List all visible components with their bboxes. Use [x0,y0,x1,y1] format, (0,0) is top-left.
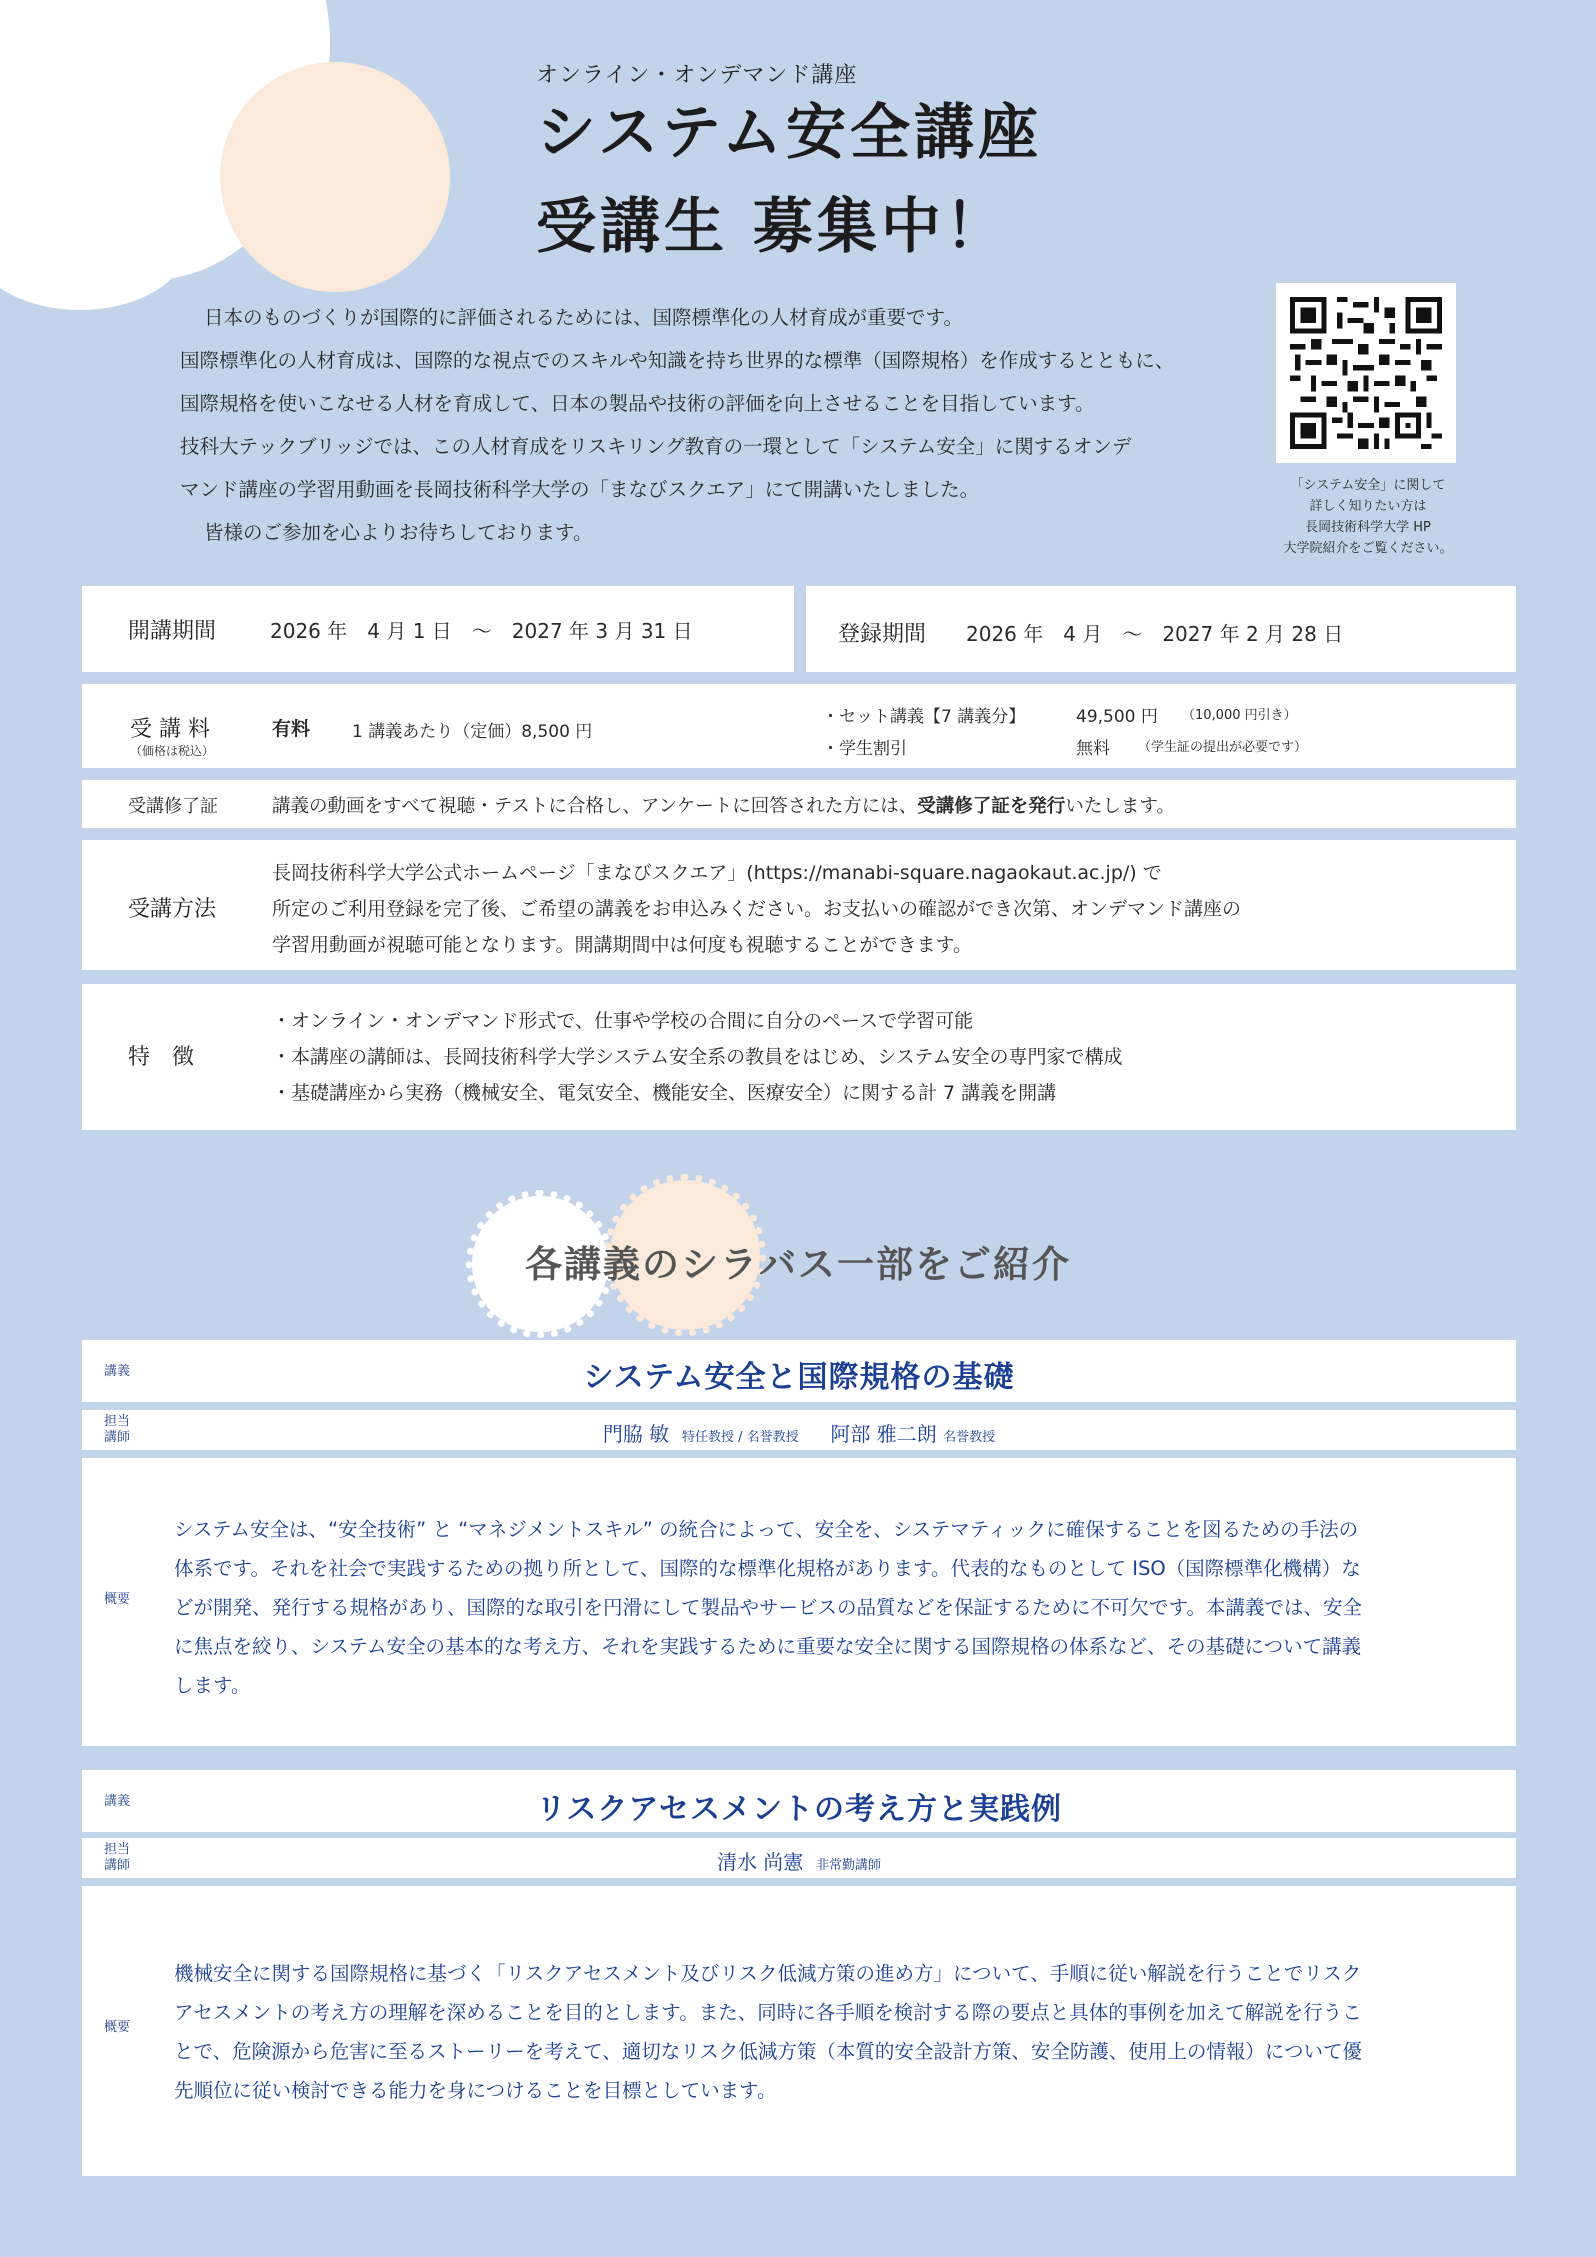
intro-line: 皆様のご参加を心よりお待ちしております。 [204,521,593,544]
lecture-1-summary [174,1510,1486,1705]
certificate-text-a: 講義の動画をすべて視聴・テストに合格し、アンケートに回答された方には、 [272,796,918,817]
fee-set-label: ・セット講義【7 講義分】 [822,707,1026,727]
lecture-2-title: リスクアセスメントの考え方と実践例 [535,1792,1063,1827]
summary-line: システム安全は、“安全技術” と “マネジメントスキル” の統合によって、安全を、システマティックに確保することを図るための手法の [174,1518,1359,1541]
lecture-tag: 講義 [104,1794,131,1809]
syllabus-heading: 各講義のシラバス一部をご紹介 [525,1243,1071,1286]
summary-line: 体系です。それを社会で実践するための拠り所として、国際的な標準化規格があります。代表的なものとして ISO（国際標準化機構）な [174,1557,1361,1580]
header [536,58,1042,265]
period-label: 開講期間 [128,619,217,644]
feature-label: 特 徴 [128,1045,195,1070]
qr-note-line: 詳しく知りたい方は [1309,499,1427,514]
intro-line: 日本のものづくりが国際的に評価されるためには、国際標準化の人材育成が重要です。 [204,306,963,329]
teacher-tag-line: 講師 [104,1430,131,1445]
teacher-tag-line: 講師 [104,1858,131,1873]
lecture-2-title-row [82,1770,1516,1832]
intro-line: 国際規格を使いこなせる人材を育成して、日本の製品や技術の評価を向上させることを目指しています。 [180,392,1095,415]
certificate-text-b: いたします。 [1065,796,1175,817]
teacher-role: 名誉教授 [943,1430,996,1445]
intro-line: マンド講座の学習用動画を長岡技術科学大学の「まなびスクエア」にて開講いたしました。 [180,478,980,501]
decorative-peach-scallop-edge [220,62,450,292]
feature-line: ・本講座の講師は、長岡技術科学大学システム安全系の教員をはじめ、システム安全の専門家で構成 [272,1046,1123,1068]
registration-box [806,586,1516,672]
method-line: 学習用動画が視聴可能となります。開講期間中は何度も視聴することができます。 [272,934,972,956]
method-box [82,840,1516,970]
teacher-name: 清水 尚憲 [716,1850,804,1874]
method-line: 所定のご利用登録を完了後、ご希望の講義をお申込みください。お支払いの確認ができ次第、オンデマンド講座の [272,898,1242,920]
fee-note: （価格は税込） [130,744,215,758]
fee-set-note: （10,000 円引き） [1182,708,1297,723]
page-title: システム安全講座 [536,98,1042,168]
intro-line: 技科大テックブリッジでは、この人材育成をリスキリング教育の一環として「システム安全」に関するオンデ [180,435,1132,458]
fee-set-price: 49,500 円 [1076,707,1158,727]
method-line: 長岡技術科学大学公式ホームページ「まなびスクエア」(https://manabi-square.nagaokaut.ac.jp/) で [272,862,1162,884]
lecture-2-teacher-row [82,1838,1516,1878]
teacher-tag-line: 担当 [104,1414,131,1429]
summary-line: アセスメントの考え方の理解を深めることを目的とします。また、同時に各手順を検討する際の要点と具体的事例を加えて解説を行うこ [174,2001,1362,2024]
qr-note [1270,475,1466,559]
lecture-1-summary-row [82,1458,1516,1746]
qr-code-icon [1290,297,1442,449]
certificate-text [272,792,1175,818]
teacher-name: 阿部 雅二朗 [830,1422,937,1446]
lecture-2-summary-row [82,1886,1516,2176]
summary-tag: 概要 [104,2020,131,2035]
fee-label: 受 講 料 [130,717,210,742]
page-subtitle: 受講生 募集中！ [536,192,1009,262]
period-value: 2026 年 4 月 1 日 ～ 2027 年 3 月 31 日 [270,619,693,643]
qr-code[interactable] [1276,283,1456,463]
qr-note-line: 「システム安全」に関して [1290,478,1446,493]
summary-line: どが開発、発行する規格があり、国際的な取引を円滑にして製品やサービスの品質などを保証するために不可欠です。本講義では、安全 [174,1596,1362,1619]
lecture-tag: 講義 [104,1364,131,1379]
summary-tag: 概要 [104,1592,131,1607]
lecture-2-summary [174,1954,1486,2110]
fee-single: 1 講義あたり（定価）8,500 円 [352,722,593,742]
teacher-tag-line: 担当 [104,1842,131,1857]
lecture-1-title: システム安全と国際規格の基礎 [583,1360,1015,1395]
intro-line: 国際標準化の人材育成は、国際的な視点でのスキルや知識を持ち世界的な標準（国際規格）を作成するとともに、 [180,349,1175,372]
registration-value: 2026 年 4 月 ～ 2027 年 2 月 28 日 [966,622,1344,646]
feature-line: ・基礎講座から実務（機械安全、電気安全、機能安全、医療安全）に関する計 7 講義を開講 [272,1082,1057,1104]
summary-line: 機械安全に関する国際規格に基づく「リスクアセスメント及びリスク低減方策の進め方」について、手順に従い解説を行うことでリスク [174,1962,1362,1985]
lecture-2-teachers [82,1846,1516,1875]
fee-type: 有料 [272,718,311,740]
feature-box [82,984,1516,1130]
certificate-text-bold: 受講修了証を発行 [917,796,1066,817]
summary-line: 先順位に従い検討できる能力を身につけることを目標としています。 [174,2079,777,2102]
teacher-role: 非常勤講師 [816,1858,882,1873]
intro-text [180,296,1260,554]
teacher-name: 門脇 敏 [602,1422,670,1446]
lecture-1-teachers [82,1418,1516,1447]
lecture-1-teacher-row [82,1410,1516,1450]
qr-note-line: 長岡技術科学大学 HP [1305,520,1431,535]
teacher-role: 特任教授 / 名誉教授 [681,1430,799,1445]
method-label: 受講方法 [128,897,217,922]
summary-line: に焦点を絞り、システム安全の基本的な考え方、それを実践するために重要な安全に関する国際規格の体系など、その基礎について講義 [174,1635,1362,1658]
qr-note-line: 大学院紹介をご覧ください。 [1283,541,1453,556]
certificate-label: 受講修了証 [128,796,218,817]
period-box [82,586,794,672]
certificate-box [82,780,1516,828]
registration-label: 登録期間 [838,622,927,647]
fee-student-price: 無料 [1076,739,1110,759]
header-kicker: オンライン・オンデマンド講座 [536,63,858,88]
fee-student-note: （学生証の提出が必要です） [1138,740,1308,755]
lecture-1-title-row [82,1340,1516,1402]
summary-line: します。 [174,1674,251,1697]
fee-student-label: ・学生割引 [822,739,907,759]
fee-box [82,684,1516,768]
summary-line: とで、危険源から危害に至るストーリーを考えて、適切なリスク低減方策（本質的安全設計方策、安全防護、使用上の情報）について優 [174,2040,1362,2063]
feature-line: ・オンライン・オンデマンド形式で、仕事や学校の合間に自分のペースで学習可能 [272,1010,974,1032]
